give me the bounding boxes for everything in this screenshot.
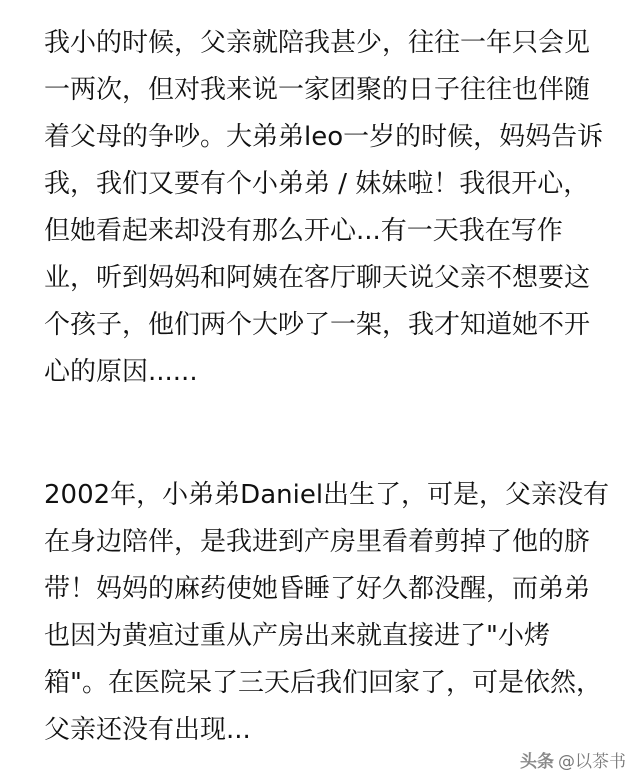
text-line: 业，听到妈妈和阿姨在客厅聊天说父亲不想要这 [44,263,591,293]
article-paragraph-2 [44,472,610,754]
text-line: 心的原因...... [44,357,198,387]
text-line: 箱"。在医院呆了三天后我们回家了，可是依然， [44,668,602,698]
text-line: 但她看起来却没有那么开心...有一天我在写作 [44,216,563,246]
text-line: 父亲还没有出现... [44,715,251,745]
text-line: 一两次，但对我来说一家团聚的日子往往也伴随 [44,75,591,105]
text-line: 在身边陪伴，是我进到产房里看着剪掉了他的脐 [44,527,591,557]
text-line: 2002年，小弟弟Daniel出生了，可是，父亲没有 [44,480,610,510]
text-line: 着父母的争吵。大弟弟leo一岁的时候，妈妈告诉 [44,122,604,152]
text-line: 我小的时候，父亲就陪我甚少，往往一年只会见 [44,28,591,58]
text-line: 个孩子，他们两个大吵了一架，我才知道她不开 [44,310,591,340]
watermark-brand: 头条 [520,752,554,772]
text-line: 带！妈妈的麻药使她昏睡了好久都没醒，而弟弟 [44,574,591,604]
text-line: 我，我们又要有个小弟弟 / 妹妹啦！我很开心， [44,169,590,199]
text-line: 也因为黄疸过重从产房出来就直接进了"小烤 [44,621,550,651]
article-paragraph-1 [44,20,604,396]
watermark [520,747,626,772]
watermark-author: @以茶书 [558,752,626,772]
